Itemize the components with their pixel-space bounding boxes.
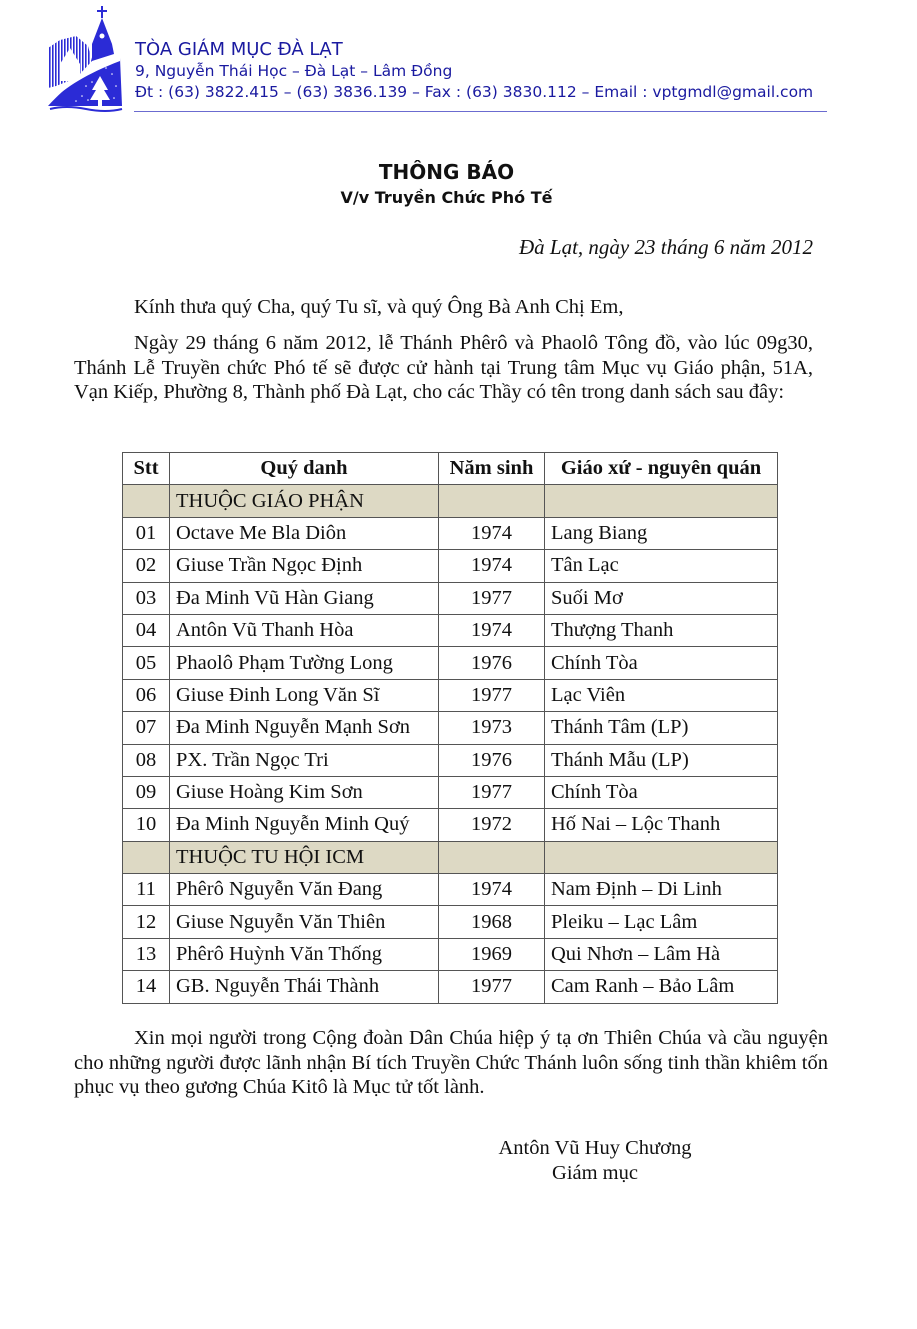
- table-row: 05 Phaolô Phạm Tường Long 1976 Chính Tòa: [123, 647, 778, 679]
- section-row: [123, 841, 778, 873]
- table-row: 02 Giuse Trần Ngọc Định 1974 Tân Lạc: [123, 550, 778, 582]
- organization-address: 9, Nguyễn Thái Học – Đà Lạt – Lâm Đồng: [135, 62, 453, 80]
- document-title: THÔNG BÁO: [378, 160, 515, 184]
- organization-contact: Đt : (63) 3822.415 – (63) 3836.139 – Fax : (63) 3830.112 – Email : vptgmdl@gmail.com: [135, 83, 814, 101]
- table-row: 13 Phêrô Huỳnh Văn Thống 1969 Qui Nhơn – Lâm Hà: [123, 938, 778, 970]
- table-header-row: [123, 453, 778, 485]
- signer-name: Antôn Vũ Huy Chương: [498, 1137, 692, 1159]
- ordinand-table: [122, 452, 778, 1004]
- table-row: 01 Octave Me Bla Diôn 1974 Lang Biang: [123, 517, 778, 549]
- letterhead-divider: [134, 111, 827, 112]
- church-mountain-logo-icon: [46, 6, 126, 114]
- table-row: 06 Giuse Đinh Long Văn Sĩ 1977 Lạc Viên: [123, 679, 778, 711]
- header-place: Giáo xứ - nguyên quán: [545, 453, 778, 485]
- organization-name: TÒA GIÁM MỤC ĐÀ LẠT: [135, 39, 343, 60]
- table-row: 09 Giuse Hoàng Kim Sơn 1977 Chính Tòa: [123, 776, 778, 808]
- letterhead-text: [135, 39, 813, 103]
- table-row: 04 Antôn Vũ Thanh Hòa 1974 Thượng Thanh: [123, 614, 778, 646]
- closing-paragraph: [74, 1026, 828, 1100]
- closing-text: Xin mọi người trong Cộng đoàn Dân Chúa hiệp ý tạ ơn Thiên Chúa và cầu nguyện cho những người được lãnh nhận Bí tích Truyền Chức Thánh luôn sống tinh thần khiêm tốn phục vụ theo gương Chúa Kitô là Mục tử tốt lành.: [74, 1027, 828, 1098]
- header-year: Năm sinh: [439, 453, 545, 485]
- table-row: 12 Giuse Nguyễn Văn Thiên 1968 Pleiku – Lạc Lâm: [123, 906, 778, 938]
- header-stt: Stt: [123, 453, 170, 485]
- section-label: THUỘC TU HỘI ICM: [170, 841, 439, 873]
- table-row: 03 Đa Minh Vũ Hàn Giang 1977 Suối Mơ: [123, 582, 778, 614]
- table-row: 11 Phêrô Nguyễn Văn Đang 1974 Nam Định – Di Linh: [123, 874, 778, 906]
- body-paragraph: [74, 331, 813, 405]
- document-subtitle: V/v Truyền Chức Phó Tế: [340, 188, 553, 207]
- section-label: THUỘC GIÁO PHẬN: [170, 485, 439, 517]
- header-name: Quý danh: [170, 453, 439, 485]
- section-row: [123, 485, 778, 517]
- body-text: Ngày 29 tháng 6 năm 2012, lễ Thánh Phêrô và Phaolô Tông đồ, vào lúc 09g30, Thánh Lễ Truyền chức Phó tế sẽ được cử hành tại Trung tâm Mục vụ Giáo phận, 51A, Vạn Kiếp, Phường 8, Thành phố Đà Lạt, cho các Thầy có tên trong danh sách sau đây:: [74, 332, 813, 403]
- date-line: Đà Lạt, ngày 23 tháng 6 năm 2012: [519, 235, 813, 259]
- table-row: 08 PX. Trần Ngọc Tri 1976 Thánh Mẫu (LP): [123, 744, 778, 776]
- letterhead: [46, 6, 831, 114]
- table-row: 07 Đa Minh Nguyễn Mạnh Sơn 1973 Thánh Tâm (LP): [123, 712, 778, 744]
- greeting-text: Kính thưa quý Cha, quý Tu sĩ, và quý Ông Bà Anh Chị Em,: [134, 296, 624, 318]
- table-row: 10 Đa Minh Nguyễn Minh Quý 1972 Hố Nai – Lộc Thanh: [123, 809, 778, 841]
- greeting: [74, 295, 813, 320]
- signature-block: [470, 1136, 720, 1186]
- signer-title: Giám mục: [552, 1162, 638, 1184]
- table-row: 14 GB. Nguyễn Thái Thành 1977 Cam Ranh – Bảo Lâm: [123, 971, 778, 1003]
